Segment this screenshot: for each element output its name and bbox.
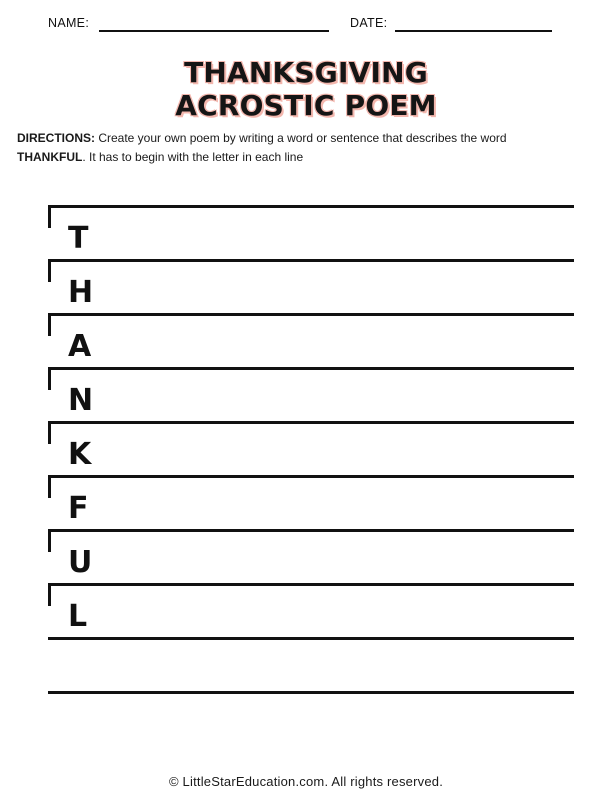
date-write-line[interactable]: [395, 30, 552, 32]
line-start-tick: [48, 370, 51, 390]
line-start-tick: [48, 208, 51, 228]
acrostic-letter: U: [68, 545, 93, 580]
acrostic-letter: F: [68, 491, 89, 526]
copyright-footer: © LittleStarEducation.com. All rights reserved.: [168, 774, 444, 789]
line-start-tick: [48, 262, 51, 282]
line-start-tick: [48, 316, 51, 336]
acrostic-letter: A: [68, 329, 92, 364]
line-start-tick: [48, 478, 51, 498]
directions-text-1: Create your own poem by writing a word or sentence that describes the word: [95, 131, 507, 145]
worksheet-title: [0, 56, 612, 122]
line-start-tick: [48, 532, 51, 552]
name-write-line[interactable]: [99, 30, 329, 32]
title-line-2: ACROSTIC POEM: [175, 89, 437, 122]
writing-line[interactable]: [48, 529, 574, 532]
acrostic-letter: K: [68, 437, 92, 472]
line-start-tick: [48, 586, 51, 606]
writing-line[interactable]: [48, 637, 574, 640]
name-label: NAME:: [48, 16, 90, 30]
date-label: DATE:: [350, 16, 388, 30]
writing-line[interactable]: [48, 313, 574, 316]
writing-line[interactable]: [48, 259, 574, 262]
writing-line[interactable]: [48, 205, 574, 208]
directions-text-2: . It has to begin with the letter in each line: [82, 150, 304, 164]
line-start-tick: [48, 424, 51, 444]
title-line-1: THANKSGIVING: [184, 56, 428, 89]
writing-line[interactable]: [48, 583, 574, 586]
directions-keyword: THANKFUL: [17, 150, 83, 164]
acrostic-letter: L: [68, 599, 88, 634]
acrostic-letter: N: [68, 383, 94, 418]
writing-line[interactable]: [48, 421, 574, 424]
directions-text: [17, 129, 597, 167]
acrostic-letter: T: [68, 221, 89, 256]
acrostic-letter: H: [68, 275, 94, 310]
writing-line[interactable]: [48, 367, 574, 370]
writing-line[interactable]: [48, 475, 574, 478]
writing-line[interactable]: [48, 691, 574, 694]
header-row: [48, 16, 568, 36]
directions-lead: DIRECTIONS:: [17, 131, 95, 145]
